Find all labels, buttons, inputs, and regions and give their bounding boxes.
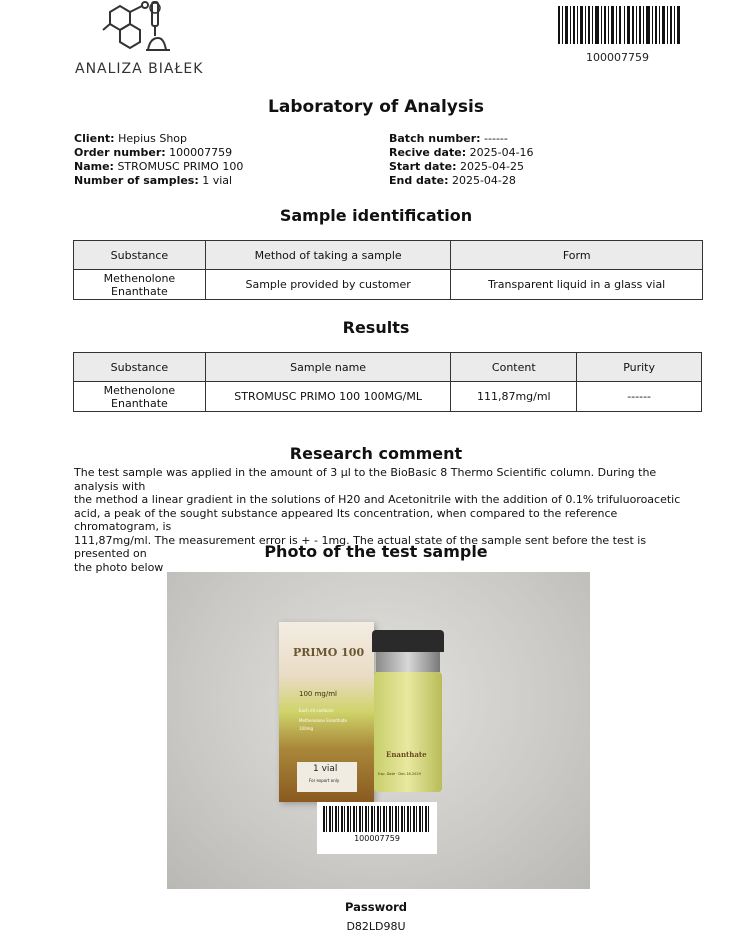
name-value: STROMUSC PRIMO 100 bbox=[117, 160, 244, 173]
info-left bbox=[74, 132, 243, 188]
table-row bbox=[74, 382, 702, 412]
box-export-note: For export only bbox=[309, 778, 340, 783]
comment-line: the method a linear gradient in the solutions of H20 and Acetonitrile with the addition of 0.1% trifuluoroacetic bbox=[74, 493, 681, 506]
table-cell: STROMUSC PRIMO 100 100MG/ML bbox=[205, 382, 451, 412]
box-vial-count: 1 vial bbox=[313, 764, 338, 774]
table-header-row bbox=[74, 241, 703, 270]
start-date-value: 2025-04-25 bbox=[460, 160, 524, 173]
order-number-row: Order number: 100007759 bbox=[74, 146, 233, 159]
receive-date-value: 2025-04-16 bbox=[469, 146, 534, 159]
table-cell: 111,87mg/ml bbox=[451, 382, 577, 412]
box-brand: PRIMO 100 bbox=[293, 646, 365, 659]
column-header: Substance bbox=[74, 241, 206, 270]
table-cell: Transparent liquid in a glass vial bbox=[451, 270, 703, 300]
password-label: Password bbox=[345, 900, 407, 914]
end-date-row: End date: 2025-04-28 bbox=[389, 174, 516, 187]
table-cell: Methenolone Enanthate bbox=[74, 382, 206, 412]
table-cell: Methenolone Enanthate bbox=[74, 270, 206, 300]
samples-value: 1 vial bbox=[202, 174, 233, 187]
barcode-sticker bbox=[317, 802, 437, 854]
comment-line: the photo below bbox=[74, 560, 164, 574]
research-comment-title: Research comment bbox=[289, 444, 463, 463]
vial bbox=[372, 630, 444, 792]
table-header-row bbox=[74, 353, 702, 382]
samples-row: Number of samples: 1 vial bbox=[74, 174, 233, 187]
table-cell: Sample provided by customer bbox=[205, 270, 451, 300]
brand-name: ANALIZA BIAŁEK bbox=[75, 61, 204, 77]
box-amount: 100mg bbox=[299, 726, 314, 731]
box-concentration: 100 mg/ml bbox=[299, 690, 337, 698]
photo-title: Photo of the test sample bbox=[264, 542, 488, 561]
password-value: D82LD98U bbox=[346, 920, 406, 933]
client-value: Hepius Shop bbox=[118, 132, 188, 145]
batch-row: Batch number: ------ bbox=[389, 132, 508, 145]
end-date-value: 2025-04-28 bbox=[451, 174, 516, 187]
sticker-number: 100007759 bbox=[354, 834, 400, 843]
document-title: Laboratory of Analysis bbox=[268, 97, 484, 117]
batch-value: ------ bbox=[484, 132, 508, 145]
column-header: Method of taking a sample bbox=[205, 241, 451, 270]
table-row bbox=[74, 270, 703, 300]
barcode-number: 100007759 bbox=[586, 51, 649, 64]
column-header: Purity bbox=[577, 353, 702, 382]
name-row: Name: STROMUSC PRIMO 100 bbox=[74, 160, 244, 173]
sample-identification-table bbox=[73, 240, 703, 300]
product-box bbox=[279, 622, 374, 802]
box-each-ml: Each ml contains: bbox=[299, 708, 335, 713]
start-date-row: Start date: 2025-04-25 bbox=[389, 160, 524, 173]
vial-mfg: Exp. Date · Dec.16.2029 bbox=[378, 772, 421, 776]
table-cell: ------ bbox=[577, 382, 702, 412]
receive-date-row: Recive date: 2025-04-16 bbox=[389, 146, 534, 159]
comment-line: The test sample was applied in the amount of 3 µl to the BioBasic 8 Thermo Scientific column. During the analysis with bbox=[74, 466, 657, 493]
info-right bbox=[389, 132, 534, 188]
client-row: Client: Hepius Shop bbox=[74, 132, 188, 145]
comment-line: acid, a peak of the sought substance appeared Its concentration, when compared to the reference chromatogram, is bbox=[74, 506, 618, 533]
results-title: Results bbox=[342, 318, 410, 337]
box-ingredient: Methenolone Enanthate bbox=[299, 718, 347, 723]
order-number-value: 100007759 bbox=[169, 146, 233, 159]
barcode bbox=[558, 6, 682, 44]
comment-line: 111,87mg/ml. The measurement error is + - 1mg. The actual state of the sample sent before the test is presented on bbox=[74, 533, 647, 560]
sample-photo bbox=[167, 572, 590, 889]
sample-identification-title: Sample identification bbox=[279, 206, 473, 225]
column-header: Substance bbox=[74, 353, 206, 382]
column-header: Content bbox=[451, 353, 577, 382]
column-header: Form bbox=[451, 241, 703, 270]
results-table bbox=[73, 352, 702, 412]
vial-label: Enanthate bbox=[386, 750, 427, 759]
column-header: Sample name bbox=[205, 353, 451, 382]
lab-logo bbox=[100, 0, 175, 56]
